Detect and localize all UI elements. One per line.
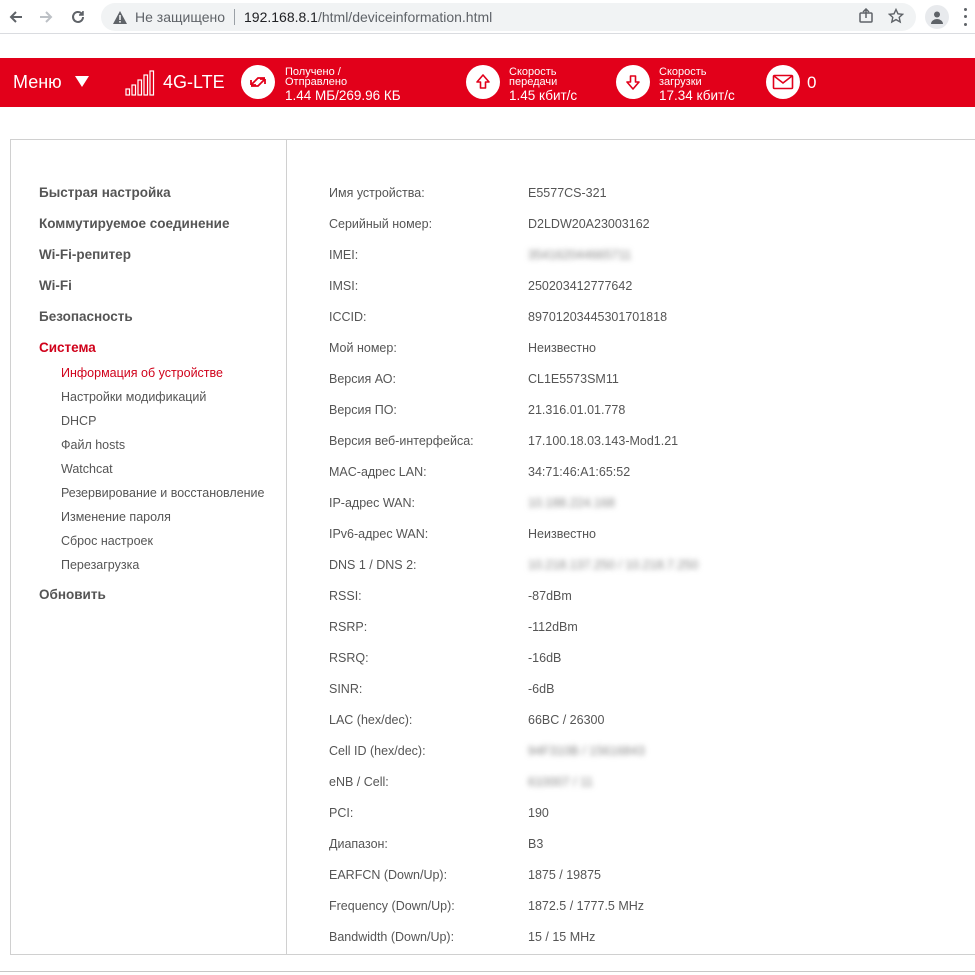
info-label: DNS 1 / DNS 2: — [329, 558, 417, 572]
traffic-value: 1.44 МБ/269.96 КБ — [285, 88, 401, 103]
sidebar-subitem-change-password[interactable]: Изменение пароля — [61, 510, 171, 524]
info-label: RSRP: — [329, 620, 368, 634]
sidebar-item-security[interactable]: Безопасность — [39, 309, 133, 324]
info-label: Диапазон: — [329, 837, 388, 851]
info-label: eNB / Cell: — [329, 775, 389, 789]
upload-value: 1.45 кбит/с — [509, 88, 578, 103]
info-value: 610007 / 11 — [528, 775, 594, 789]
download-stat — [659, 67, 735, 104]
info-row-lac — [329, 713, 949, 733]
divider — [234, 9, 235, 25]
sidebar-subitem-hosts[interactable]: Файл hosts — [61, 438, 126, 452]
menu-dropdown-icon[interactable] — [75, 76, 89, 87]
info-value: 21.316.01.01.778 — [528, 403, 626, 417]
network-type: 4G-LTE — [163, 72, 225, 92]
info-row-cell-id — [329, 744, 949, 764]
upload-title-1: Скорость — [509, 66, 557, 78]
sidebar-item-wifi[interactable]: Wi-Fi — [39, 278, 72, 293]
info-label: Имя устройства: — [329, 186, 425, 200]
back-arrow-icon[interactable] — [4, 5, 28, 29]
info-label: MAC-адрес LAN: — [329, 465, 427, 479]
status-bar — [0, 58, 975, 107]
forward-arrow-icon[interactable] — [34, 5, 58, 29]
sidebar-item-update[interactable]: Обновить — [39, 587, 106, 602]
info-row-device-name — [329, 186, 949, 206]
info-row-sinr — [329, 682, 949, 702]
info-row-rsrp — [329, 620, 949, 640]
info-label: LAC (hex/dec): — [329, 713, 413, 727]
info-value: 66BC / 26300 — [528, 713, 605, 727]
info-row-webui-version — [329, 434, 949, 454]
info-value: B3 — [528, 837, 544, 851]
profile-avatar-icon[interactable] — [925, 5, 949, 29]
info-value: 1872.5 / 1777.5 MHz — [528, 899, 645, 913]
sidebar-subitem-dhcp[interactable]: DHCP — [61, 414, 97, 428]
upload-stat — [509, 67, 577, 104]
address-bar[interactable] — [101, 3, 916, 31]
info-row-dns — [329, 558, 949, 578]
signal-strength-icon — [125, 70, 157, 96]
info-row-iccid — [329, 310, 949, 330]
info-label: IMSI: — [329, 279, 359, 293]
sidebar-subitem-device-info[interactable]: Информация об устройстве — [61, 366, 223, 380]
info-label: Версия ПО: — [329, 403, 397, 417]
sidebar-subitem-mod-settings[interactable]: Настройки модификаций — [61, 390, 207, 404]
sidebar-item-quick-setup[interactable]: Быстрая настройка — [39, 185, 171, 200]
info-label: PCI: — [329, 806, 354, 820]
messages-count[interactable]: 0 — [807, 73, 817, 92]
download-value: 17.34 кбит/с — [659, 88, 735, 103]
envelope-icon[interactable] — [766, 65, 800, 99]
info-label: Cell ID (hex/dec): — [329, 744, 426, 758]
info-row-frequency — [329, 899, 949, 919]
info-row-serial-number — [329, 217, 949, 237]
download-arrow-icon — [616, 65, 650, 99]
info-label: IMEI: — [329, 248, 359, 262]
info-label: IP-адрес WAN: — [329, 496, 416, 510]
download-title-1: Скорость — [659, 66, 707, 78]
info-value: -87dBm — [528, 589, 572, 603]
info-label: ICCID: — [329, 310, 367, 324]
info-row-earfcn — [329, 868, 949, 888]
security-status[interactable]: Не защищено — [135, 9, 225, 25]
info-value: 94F310B / 15616843 — [528, 744, 645, 758]
traffic-title-2: Отправлено — [285, 76, 348, 88]
info-value: 354162044665711 — [528, 248, 632, 262]
info-row-rsrq — [329, 651, 949, 671]
sidebar-item-wifi-repeater[interactable]: Wi-Fi-репитер — [39, 247, 131, 262]
info-value: E5577CS-321 — [528, 186, 607, 200]
upload-title-2: передачи — [509, 76, 558, 88]
info-label: Мой номер: — [329, 341, 397, 355]
info-row-hw-version — [329, 372, 949, 392]
sidebar — [11, 140, 287, 954]
divider — [0, 971, 975, 972]
browser-toolbar — [0, 0, 975, 34]
info-label: Серийный номер: — [329, 217, 433, 231]
sidebar-subitem-factory-reset[interactable]: Сброс настроек — [61, 534, 153, 548]
info-value: 10.188.224.168 — [528, 496, 615, 510]
info-value: 190 — [528, 806, 549, 820]
info-value: 1875 / 19875 — [528, 868, 601, 882]
info-value: -16dB — [528, 651, 562, 665]
share-icon[interactable] — [858, 8, 874, 27]
info-label: Версия АО: — [329, 372, 396, 386]
sidebar-subitem-reboot[interactable]: Перезагрузка — [61, 558, 140, 572]
info-value: 250203412777642 — [528, 279, 633, 293]
upload-arrow-icon — [466, 65, 500, 99]
url-host: 192.168.8.1 — [244, 9, 318, 25]
info-value: CL1E5573SM11 — [528, 372, 619, 386]
info-row-enb-cell — [329, 775, 949, 795]
traffic-stat — [285, 67, 401, 104]
info-label: Frequency (Down/Up): — [329, 899, 455, 913]
info-row-imei — [329, 248, 949, 268]
url-path: /html/deviceinformation.html — [317, 9, 493, 25]
menu-button[interactable]: Меню — [13, 72, 62, 92]
info-row-ip-wan — [329, 496, 949, 516]
info-value: -6dB — [528, 682, 555, 696]
info-row-pci — [329, 806, 949, 826]
info-row-imsi — [329, 279, 949, 299]
sidebar-subitem-watchcat[interactable]: Watchcat — [61, 462, 113, 476]
info-value: 89701203445301701818 — [528, 310, 668, 324]
transfer-arrows-icon — [241, 65, 275, 99]
info-row-mac-lan — [329, 465, 949, 485]
info-label: RSSI: — [329, 589, 362, 603]
info-value: Неизвестно — [528, 527, 596, 541]
info-value: 15 / 15 MHz — [528, 930, 596, 944]
download-title-2: загрузки — [659, 76, 702, 88]
info-value: -112dBm — [528, 620, 578, 634]
sidebar-item-system[interactable]: Система — [39, 340, 96, 355]
info-row-ipv6-wan — [329, 527, 949, 547]
info-label: Версия веб-интерфейса: — [329, 434, 474, 448]
sidebar-item-dialup[interactable]: Коммутируемое соединение — [39, 216, 230, 231]
reload-icon[interactable] — [66, 5, 90, 29]
info-value: Неизвестно — [528, 341, 596, 355]
info-label: EARFCN (Down/Up): — [329, 868, 448, 882]
info-label: Bandwidth (Down/Up): — [329, 930, 455, 944]
info-value: 34:71:46:A1:65:52 — [528, 465, 631, 479]
info-label: SINR: — [329, 682, 363, 696]
info-value: 17.100.18.03.143-Mod1.21 — [528, 434, 679, 448]
traffic-title-1: Получено / — [285, 66, 341, 78]
info-row-rssi — [329, 589, 949, 609]
info-row-bandwidth — [329, 930, 949, 950]
browser-menu-icon[interactable] — [961, 6, 969, 28]
info-value: D2LDW20A23003162 — [528, 217, 650, 231]
info-label: RSRQ: — [329, 651, 369, 665]
info-label: IPv6-адрес WAN: — [329, 527, 429, 541]
info-row-my-number — [329, 341, 949, 361]
bookmark-star-icon[interactable] — [888, 8, 904, 27]
sidebar-subitem-backup-restore[interactable]: Резервирование и восстановление — [61, 486, 265, 500]
info-row-sw-version — [329, 403, 949, 423]
warning-icon[interactable] — [111, 8, 129, 26]
info-row-band — [329, 837, 949, 857]
info-value: 10.218.137.250 / 10.218.7.250 — [528, 558, 699, 572]
